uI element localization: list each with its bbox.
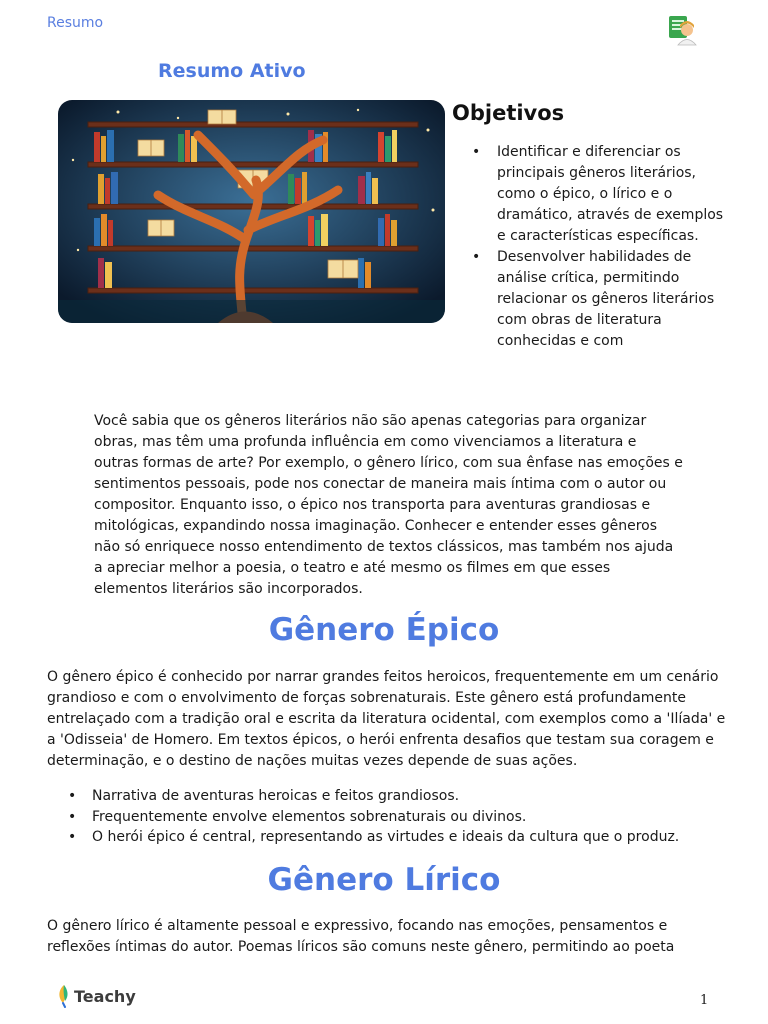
objectives-list bbox=[470, 142, 728, 352]
library-tree-illustration bbox=[58, 100, 445, 323]
bullet-item: • O herói épico é central, representando as virtudes e ideais da cultura que o produz. bbox=[66, 827, 726, 848]
objective-item: • Desenvolver habilidades de análise crítica, permitindo relacionar os gêneros literários com obras de literatura conhecidas e com bbox=[470, 247, 728, 352]
bullet-item: • Frequentemente envolve elementos sobrenaturais ou divinos. bbox=[66, 807, 726, 828]
intro-paragraph: Você sabia que os gêneros literários não são apenas categorias para organizar obras, mas têm uma profunda influência em como vivenciamos a literatura e outras formas de arte? Por exemplo, o gênero lírico, com sua ênfase nas emoções e sentimentos pessoais, pode nos conectar de maneira mais íntima com o autor ou compositor. Enquanto isso, o épico nos transporta para aventuras grandiosas e mitológicas, expandindo nossa imaginação. Conhecer e entender esses gêneros não só enriquece nosso entendimento de textos clássicos, mas também nos ajuda a apreciar melhor a poesia, o teatro e até mesmo os filmes em que esses elementos literários são incorporados. bbox=[94, 413, 683, 597]
page-top-label: Resumo bbox=[47, 15, 104, 31]
teachy-leaf-icon bbox=[57, 984, 71, 1008]
section-heading-lirico: Gênero Lírico bbox=[267, 862, 501, 898]
objective-item: • Identificar e diferenciar os principais gêneros literários, como o épico, o lírico e o dramático, através de exemplos e características específicas. bbox=[470, 142, 728, 247]
epico-paragraph: O gênero épico é conhecido por narrar grandes feitos heroicos, frequentemente em um cenário grandioso e com o envolvimento de forças sobrenaturais. Este gênero está profundamente entrelaçado com a tradição oral e escrita da literatura ocidental, com exemplos como a 'Ilíada' e a 'Odisseia' de Homero. Em textos épicos, o herói enfrenta desafios que testam sua coragem e determinação, e o destino de nações muitas vezes depende de suas ações. bbox=[47, 669, 726, 769]
page-title: Resumo Ativo bbox=[158, 60, 306, 82]
teachy-logo bbox=[57, 984, 136, 1008]
objectives-box bbox=[470, 142, 728, 380]
section-heading-epico: Gênero Épico bbox=[268, 612, 500, 648]
lirico-paragraph: O gênero lírico é altamente pessoal e expressivo, focando nas emoções, pensamentos e reflexões íntimas do autor. Poemas líricos são comuns neste gênero, permitindo ao poeta bbox=[47, 918, 675, 955]
page-number: 1 bbox=[700, 993, 709, 1008]
epico-bullet-list bbox=[66, 786, 726, 848]
objectives-title: Objetivos bbox=[452, 101, 565, 125]
teachy-wordmark: Teachy bbox=[74, 986, 136, 1006]
teacher-avatar-icon bbox=[667, 14, 697, 46]
bullet-item: • Narrativa de aventuras heroicas e feitos grandiosos. bbox=[66, 786, 726, 807]
